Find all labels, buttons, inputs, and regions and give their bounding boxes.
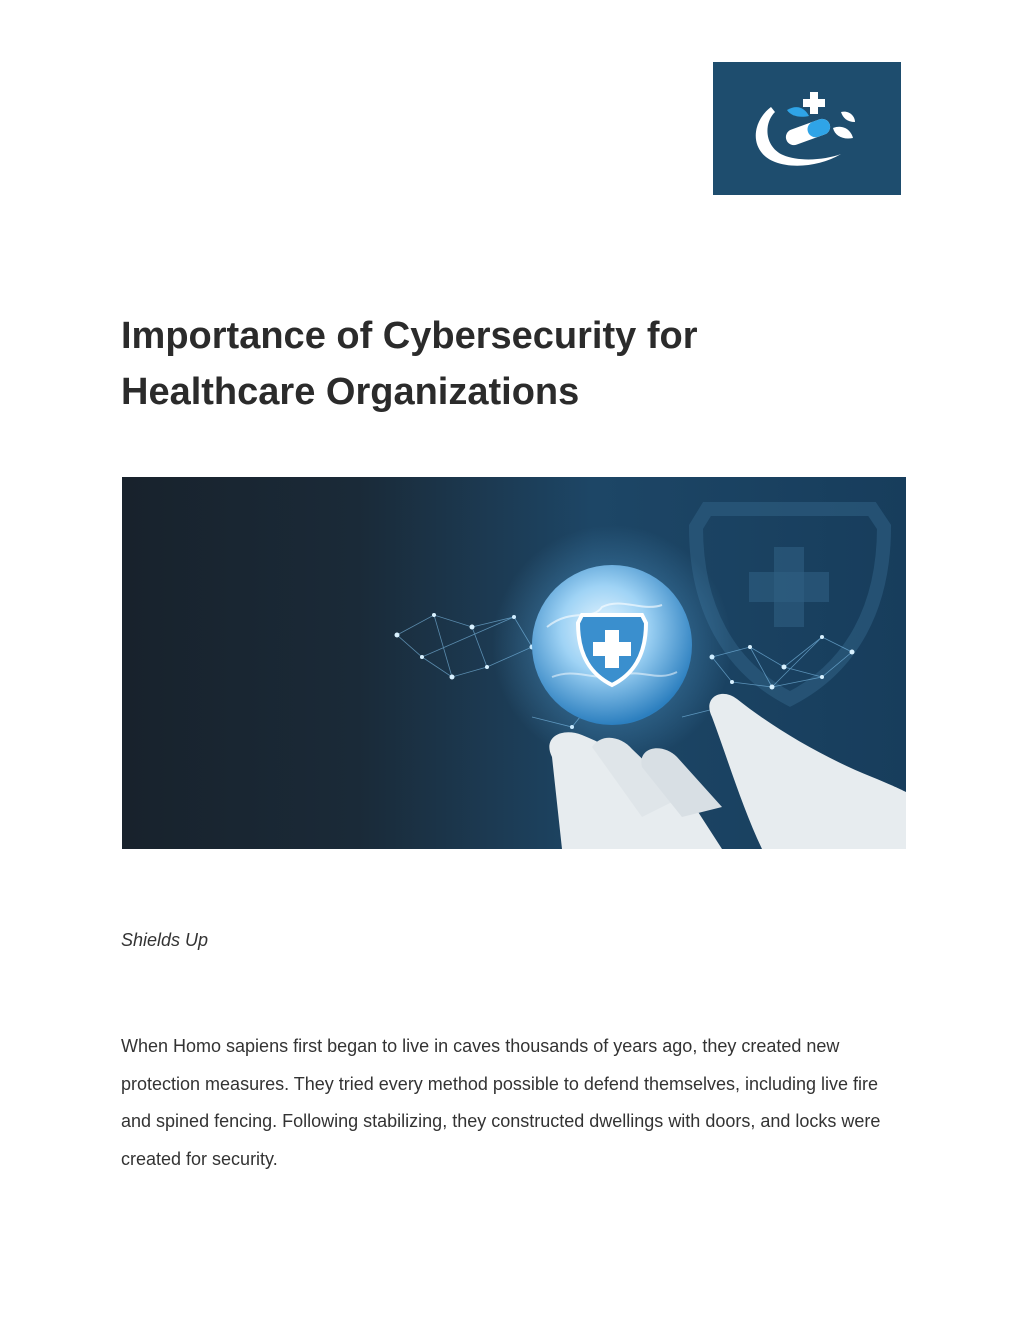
hero-image (122, 477, 906, 849)
company-logo (713, 62, 901, 195)
medical-care-hands-icon (713, 62, 901, 195)
gloved-hand-holding-glowing-globe-with-medical-shield-image (122, 477, 906, 849)
body-paragraph: When Homo sapiens first began to live in caves thousands of years ago, they created new protection measures. They tried every method possible to defend themselves, including live fire and spined fencing. Following stabilizing, they constructed dwellings with doors, and locks were created for security. (121, 1036, 881, 1169)
image-caption: Shields Up (121, 930, 209, 950)
page-title: Importance of Cybersecurity for Healthcare Organizations (121, 315, 698, 413)
